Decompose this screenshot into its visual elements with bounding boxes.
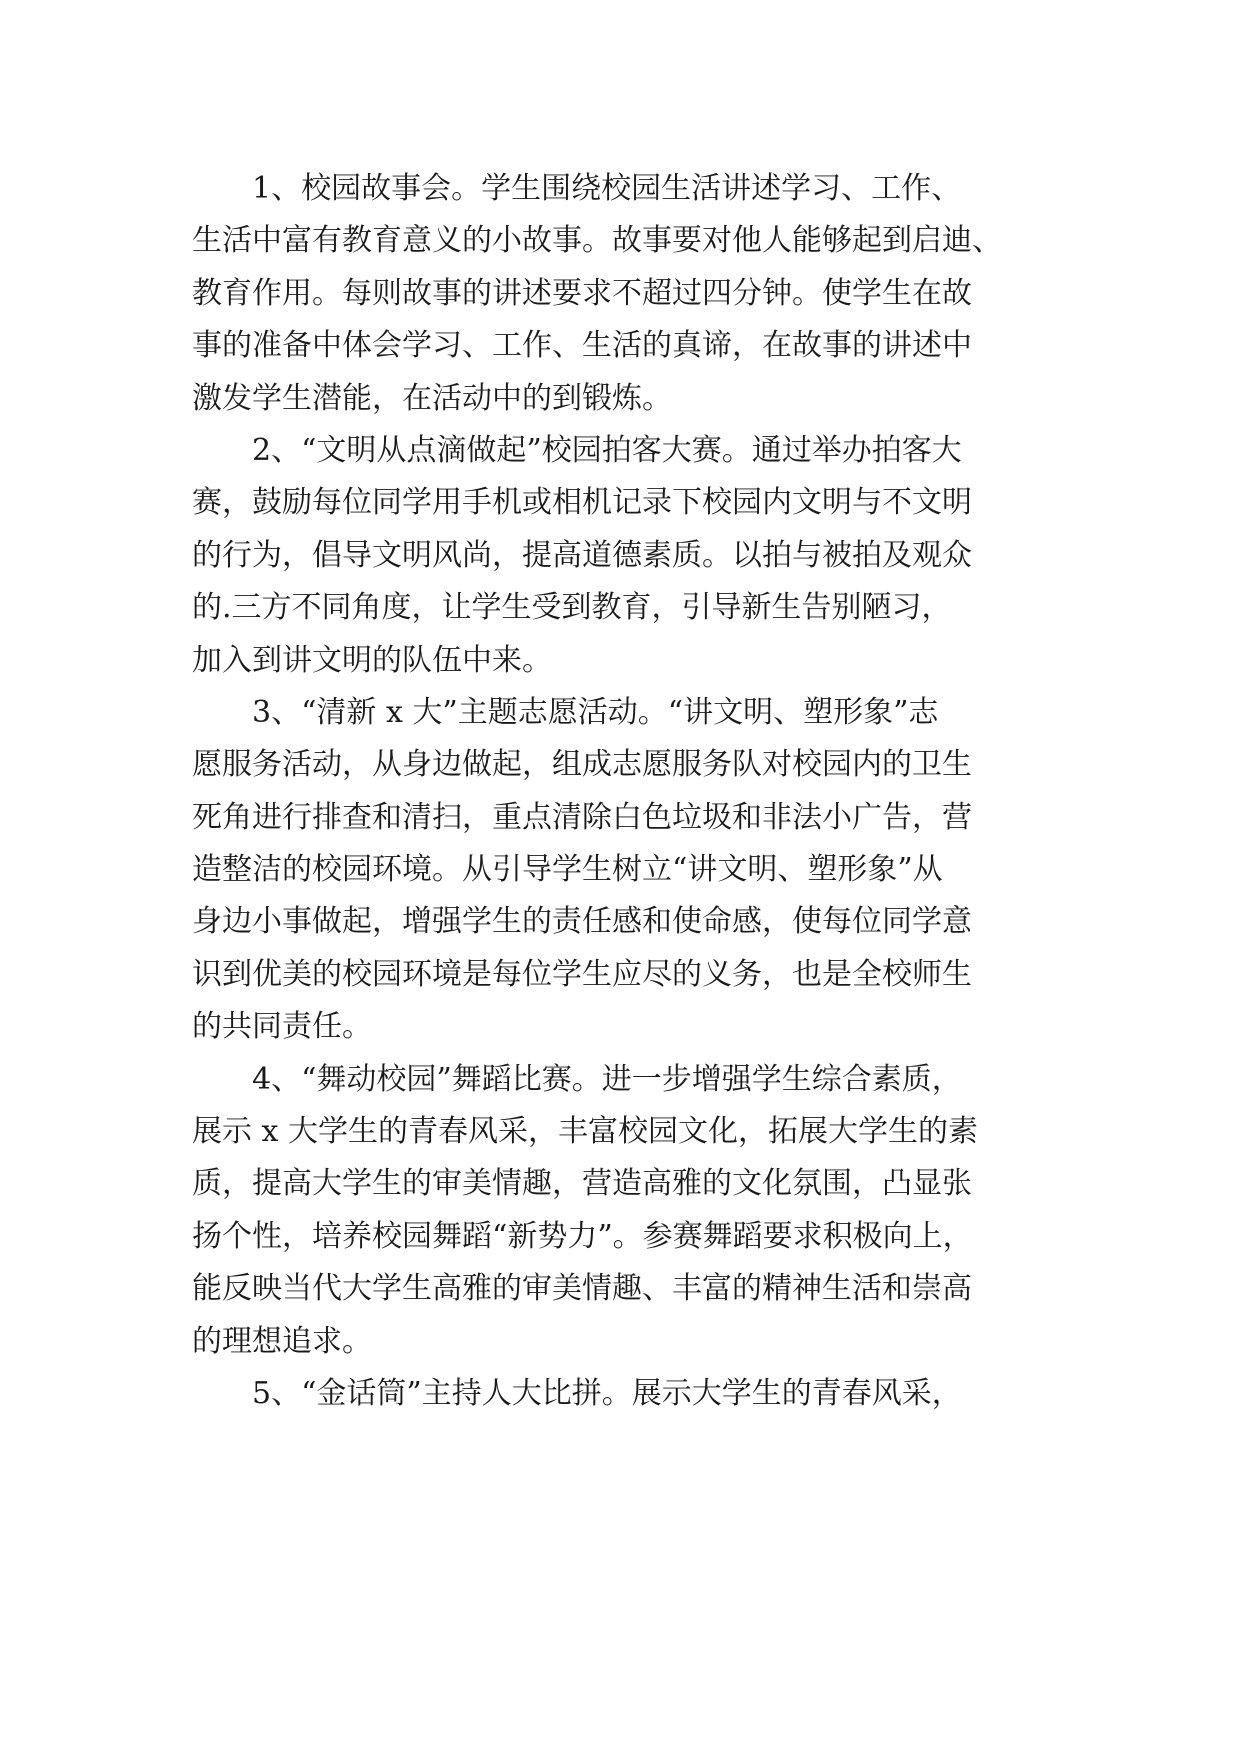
- text-line: 死角进行排查和清扫，重点清除白色垃圾和非法小广告，营: [192, 799, 972, 835]
- text-line: 的.三方不同角度，让学生受到教育，引导新生告别陋习，: [192, 590, 952, 626]
- text-line: 的行为，倡导文明风尚，提高道德素质。以拍与被拍及观众: [192, 537, 972, 573]
- text-line: 愿服务活动，从身边做起，组成志愿服务队对校园内的卫生: [192, 747, 972, 783]
- text-line: 身边小事做起，增强学生的责任感和使命感，使每位同学意: [192, 904, 972, 940]
- text-line: 造整洁的校园环境。从引导学生树立“讲文明、塑形象”从: [192, 852, 943, 888]
- text-line: 1、校园故事会。学生围绕校园生活讲述学习、工作、: [252, 171, 962, 206]
- text-line: 事的准备中体会学习、工作、生活的真谛，在故事的讲述中: [192, 328, 972, 364]
- text-line: 激发学生潜能，在活动中的到锻炼。: [192, 380, 672, 416]
- text-line: 5、“金话筒”主持人大比拼。展示大学生的青春风采，: [252, 1375, 962, 1411]
- text-line: 的共同责任。: [192, 1009, 372, 1045]
- text-line: 质，提高大学生的审美情趣，营造高雅的文化氛围，凸显张: [192, 1166, 972, 1202]
- text-line: 加入到讲文明的队伍中来。: [192, 642, 552, 678]
- text-line: 识到优美的校园环境是每位学生应尽的义务，也是全校师生: [192, 956, 972, 992]
- text-line: 生活中富有教育意义的小故事。故事要对他人能够起到启迪、: [192, 223, 1002, 259]
- text-line: 的理想追求。: [192, 1323, 372, 1359]
- text-line: 赛，鼓励每位同学用手机或相机记录下校园内文明与不文明: [192, 485, 972, 521]
- text-line: 扬个性，培养校园舞蹈“新势力”。参赛舞蹈要求积极向上，: [192, 1218, 973, 1254]
- text-line: 展示 x 大学生的青春风采，丰富校园文化，拓展大学生的素: [192, 1114, 978, 1150]
- text-line: 3、“清新 x 大”主题志愿活动。“讲文明、塑形象”志: [252, 694, 939, 730]
- text-line: 能反映当代大学生高雅的审美情趣、丰富的精神生活和崇高: [192, 1271, 972, 1307]
- text-line: 2、“文明从点滴做起”校园拍客大赛。通过举办拍客大: [252, 432, 962, 468]
- text-line: 教育作用。每则故事的讲述要求不超过四分钟。使学生在故: [192, 275, 972, 311]
- text-line: 4、“舞动校园”舞蹈比赛。进一步增强学生综合素质，: [252, 1061, 962, 1097]
- document-body: [192, 163, 1092, 1420]
